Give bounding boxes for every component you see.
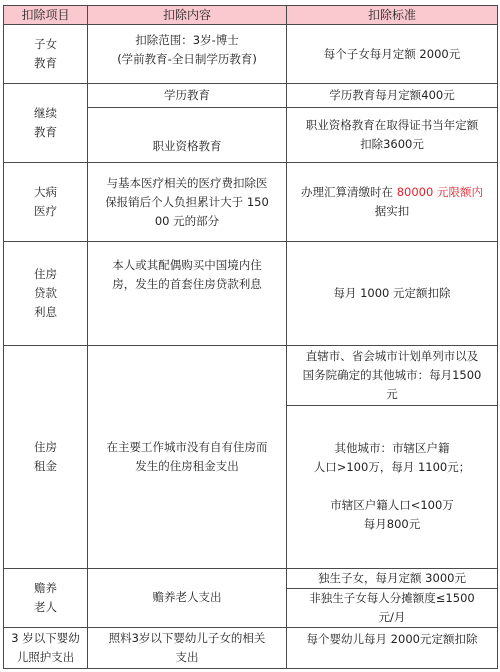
standard-line: 职业资格教育在取得证书当年定额 [305,118,479,133]
item-cell [4,345,88,568]
header-content: 扣除内容 [88,6,287,25]
header-standard: 扣除标准 [287,6,498,25]
standard-line: 非独生子女每人分摊额度≤1500 [309,591,475,606]
content-line: 发生的住房租金支出 [135,458,239,473]
item-cell [4,242,88,345]
standard-text: 办理汇算清缴时在 [301,185,394,200]
item-line: 租金 [34,458,57,473]
standard-line: 市辖区户籍人口<100万 [330,498,454,513]
item-line: 医疗 [34,204,57,219]
standard-line: 其他城市：市辖区户籍 [334,441,450,456]
standard-line: 元 [386,386,398,401]
standard-line: 元/月 [378,610,406,625]
item-line: 大病 [34,185,57,200]
standard-cell: 学历教育每月定额400元 [287,84,498,108]
item-line: 子女 [34,37,57,52]
content-cell [88,242,287,345]
content-cell: 职业资格教育 [88,108,287,163]
standard-cell: 每月 1000 元定额扣除 [287,242,498,345]
standard-cell [287,588,498,628]
content-line: 扣除范围：3岁-博士 [135,33,239,48]
table-row [4,628,498,669]
standard-cell: 独生子女，每月定额 3000元 [287,568,498,588]
table-row [4,25,498,84]
content-cell: 赡养老人支出 [88,568,287,628]
table-row [4,84,498,108]
item-cell [4,84,88,163]
item-cell [4,628,88,669]
content-line: 照料3岁以下婴幼儿子女的相关 [108,631,266,646]
content-line: 与基本医疗相关的医疗费扣除医 [106,175,268,190]
standard-line [291,477,493,496]
content-cell [88,628,287,669]
table-header-row [4,6,498,25]
standard-line: 国务院确定的其他城市：每月1500 [302,367,482,382]
item-line: 住房 [34,266,57,281]
content-line: 房，发生的首套住房贷款利息 [112,277,262,292]
item-line: 继续 [34,106,57,121]
standard-cell [287,108,498,163]
deduction-table [3,5,498,669]
item-line: 住房 [34,439,57,454]
item-line: 贷款 [34,285,57,300]
item-cell [4,25,88,84]
limit-highlight: 80000 元限额内 [393,185,483,200]
item-line: 教育 [34,56,57,71]
standard-line: 人口>100万，每月 1100元； [313,460,471,475]
table-row [4,568,498,588]
standard-cell [287,406,498,568]
item-line: 赡养 [34,580,57,595]
item-line: 3 岁以下婴幼 [11,631,80,646]
content-line: 保报销后个人负担累计大于 150 [105,194,269,209]
content-line: 本人或其配偶购买中国境内住 [112,258,262,273]
content-cell: 学历教育 [88,84,287,108]
content-cell [88,25,287,84]
header-item: 扣除项目 [4,6,88,25]
table-row [4,242,498,345]
item-line: 老人 [34,599,57,614]
item-cell [4,568,88,628]
content-line: (学前教育-全日制学历教育) [117,52,257,67]
content-line: 支出 [175,650,199,665]
item-line: 教育 [34,125,57,140]
standard-cell [287,163,498,242]
standard-text: 据实扣 [374,204,410,219]
standard-cell: 每个婴幼儿每月 2000元定额扣除 [287,628,498,669]
content-line: 在主要工作城市没有自有住房而 [106,439,268,454]
content-cell [88,345,287,568]
standard-cell: 每个子女每月定额 2000元 [287,25,498,84]
content-cell [88,163,287,242]
content-line: 00 元的部分 [154,213,220,228]
standard-cell [287,345,498,406]
standard-line: 每月800元 [363,517,421,532]
standard-line: 直辖市、省会城市计划单列市以及 [305,348,479,363]
table-row [4,345,498,406]
table-row [4,163,498,242]
item-line: 利息 [34,304,57,319]
standard-line: 扣除3600元 [360,137,424,152]
item-line: 儿照护支出 [16,650,75,665]
item-cell [4,163,88,242]
